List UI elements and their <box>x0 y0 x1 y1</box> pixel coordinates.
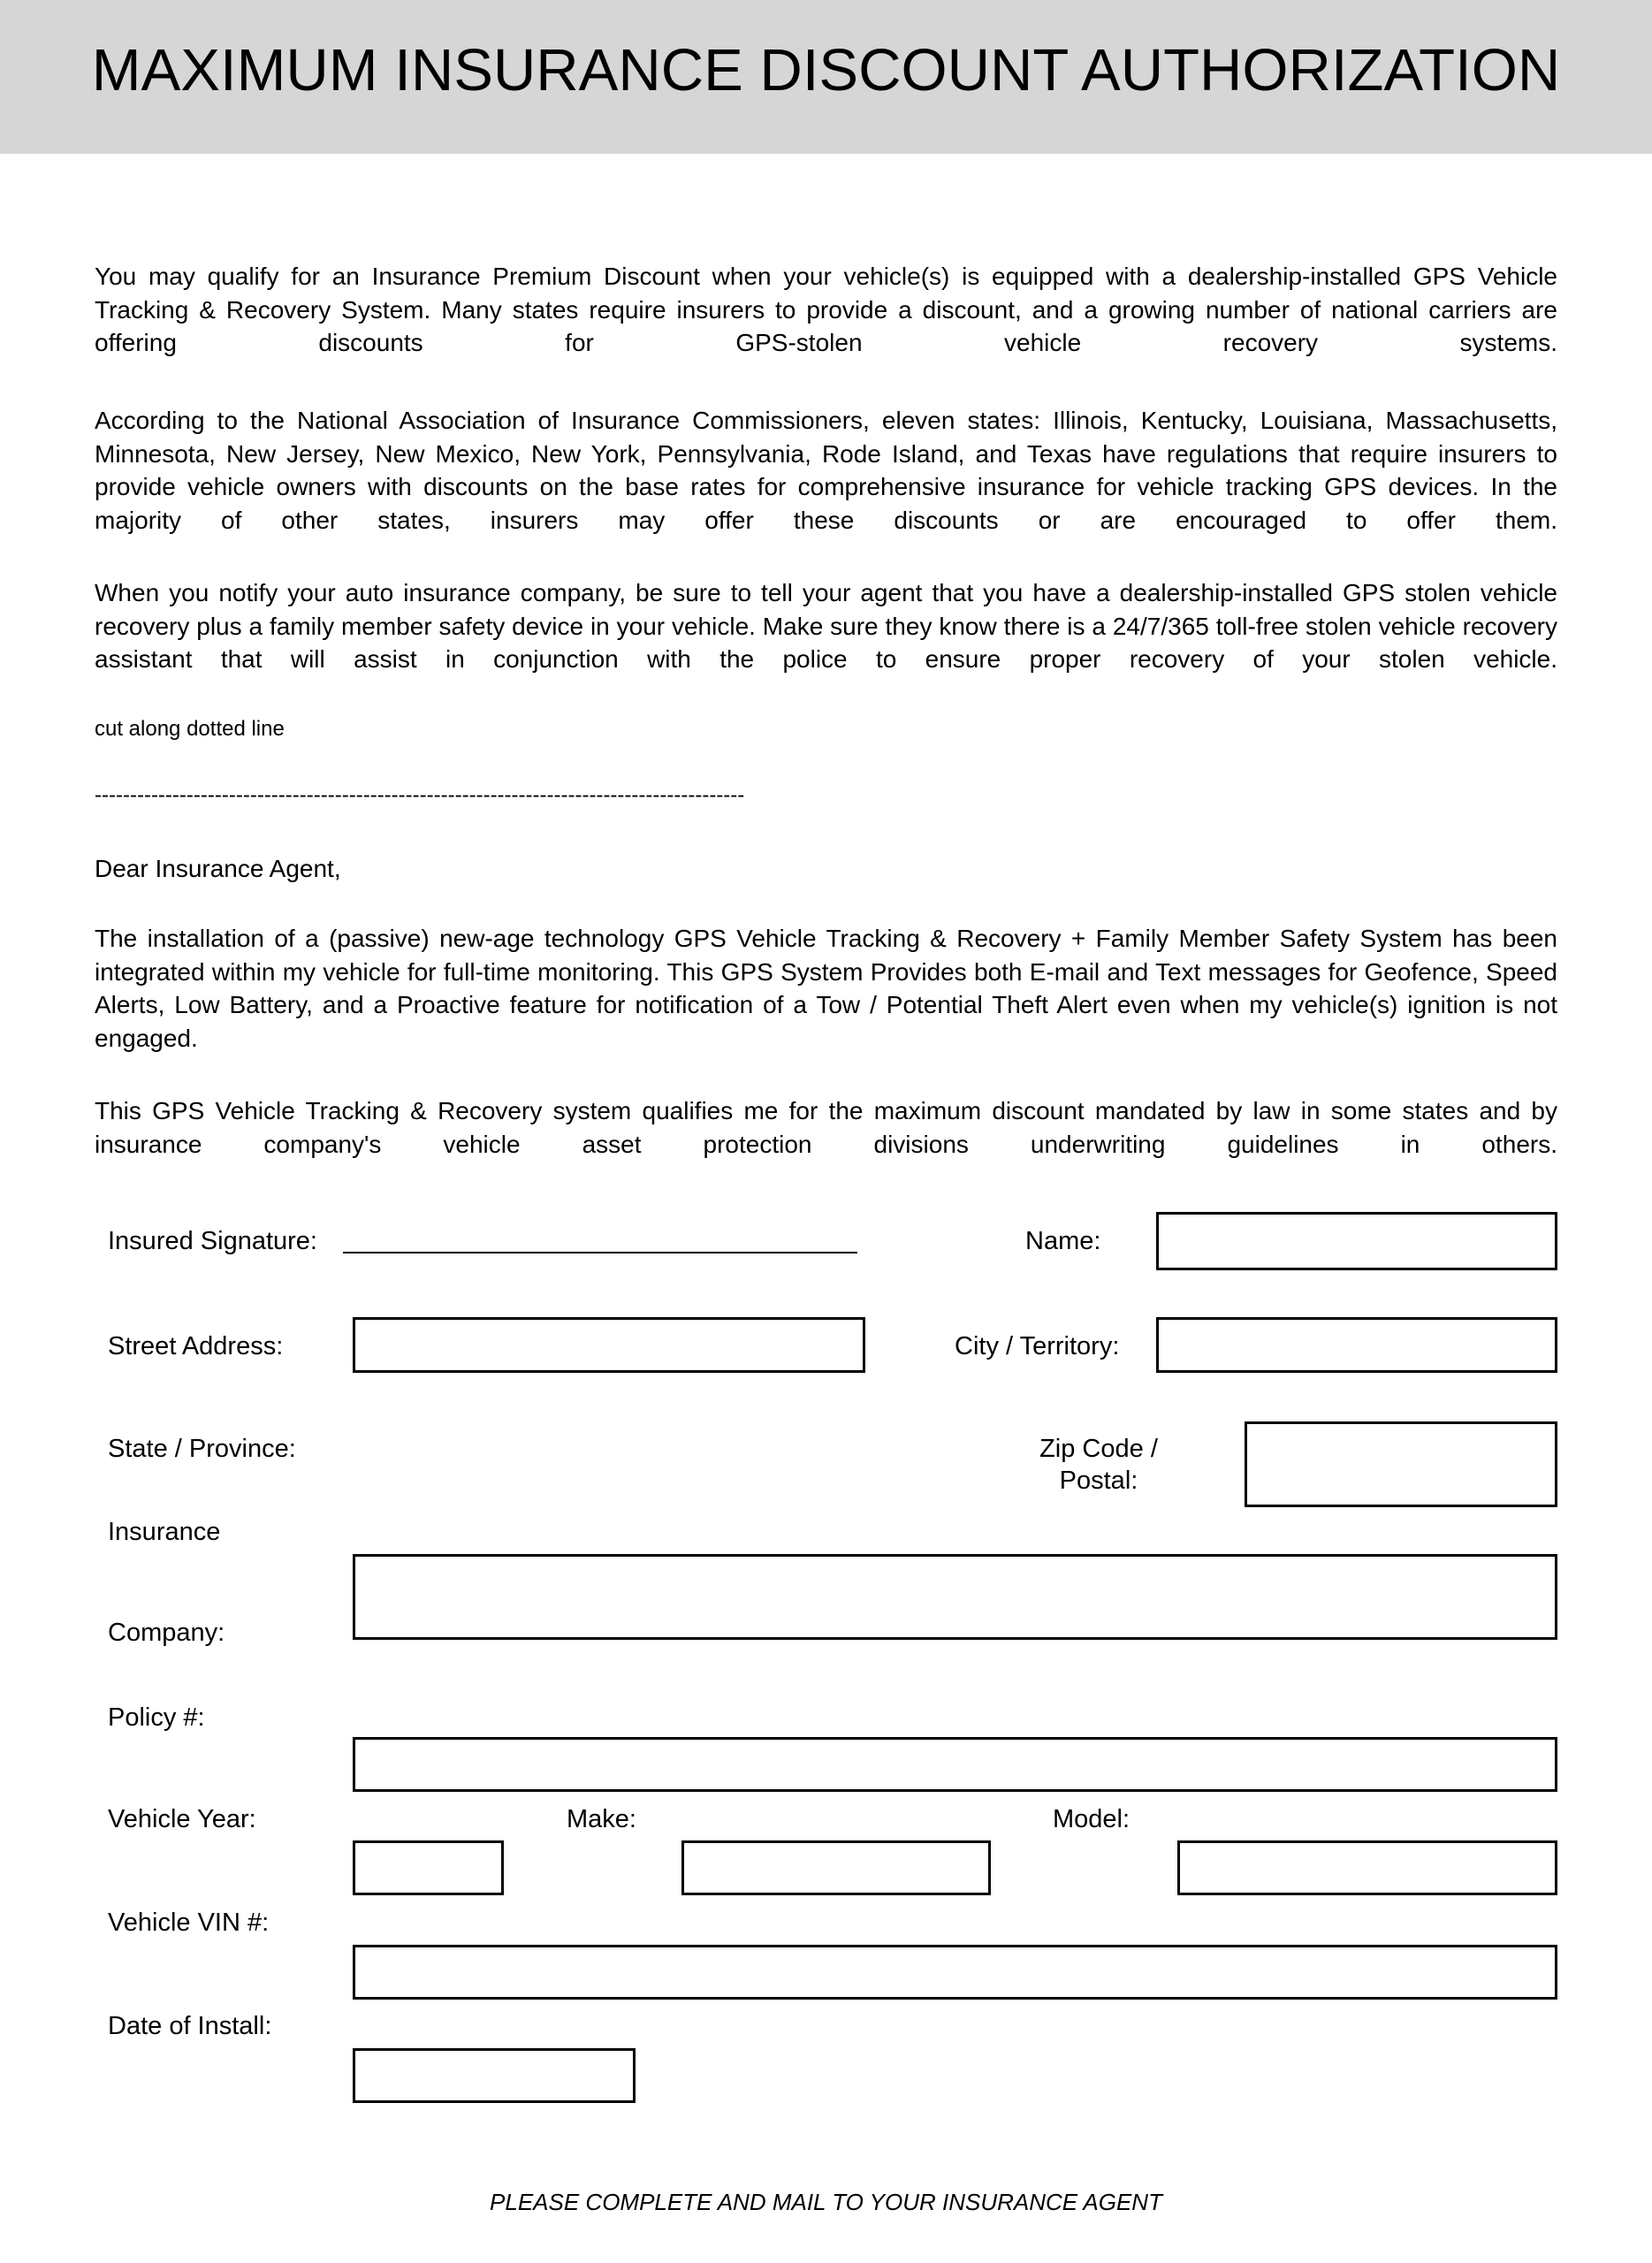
letter-paragraph-2: This GPS Vehicle Tracking & Recovery system qualifies me for the maximum discount mandated by law in some states and by insurance company's vehicle asset protection divisions underwriting guidelines in others. <box>95 1097 1557 1158</box>
date-of-install-field[interactable] <box>353 2048 636 2103</box>
date-of-install-label: Date of Install: <box>108 2012 272 2040</box>
policy-label: Policy #: <box>108 1703 205 1732</box>
insurance-company-field[interactable] <box>353 1554 1557 1640</box>
letter-greeting: Dear Insurance Agent, <box>95 855 341 882</box>
signature-line[interactable] <box>343 1252 857 1253</box>
city-territory-field[interactable] <box>1156 1317 1557 1373</box>
insurance-label: Insurance <box>108 1518 221 1546</box>
vehicle-vin-field[interactable] <box>353 1945 1557 2000</box>
cut-instruction: cut along dotted line <box>95 717 285 741</box>
intro-paragraph-1: You may qualify for an Insurance Premium Discount when your vehicle(s) is equipped with a dealership-installed GPS Vehicle Tracking & Recovery System. Many states require insurers to provide a discount, and a growing number of national carriers are offering discounts for GPS-stolen vehicle recovery systems. <box>95 263 1557 356</box>
street-address-field[interactable] <box>353 1317 865 1373</box>
vehicle-vin-label: Vehicle VIN #: <box>108 1909 270 1937</box>
page-title: MAXIMUM INSURANCE DISCOUNT AUTHORIZATION <box>91 37 1561 103</box>
dotted-cut-line: -------------------------------------------------------------------------------------------- <box>95 783 745 807</box>
vehicle-year-field[interactable] <box>353 1840 504 1895</box>
street-address-label: Street Address: <box>108 1332 284 1360</box>
state-province-label: State / Province: <box>108 1435 296 1463</box>
zip-code-label: Zip Code / Postal: <box>1039 1435 1158 1495</box>
intro-paragraph-2: According to the National Association of Insurance Commissioners, eleven states: Illinois, Kentucky, Louisiana, Massachusetts, Minnesota, New Jersey, New Mexico, New York, Pennsylvania, Rode Island, and Texas have regulations that require insurers to provide vehicle owners with discounts on the base rates for comprehensive insurance for vehicle tracking GPS devices. In the majority of other states, insurers may offer these discounts or are encouraged to offer them. <box>95 407 1557 534</box>
make-label: Make: <box>567 1805 636 1833</box>
model-field[interactable] <box>1177 1840 1557 1895</box>
model-label: Model: <box>1053 1805 1131 1833</box>
letter-paragraph-1: The installation of a (passive) new-age technology GPS Vehicle Tracking & Recovery + Family Member Safety System has been integrated within my vehicle for full-time monitoring. This GPS System Provides both E-mail and Text messages for Geofence, Speed Alerts, Low Battery, and a Proactive feature for notification of a Tow / Potential Theft Alert even when my vehicle(s) ignition is not engaged. <box>95 925 1557 1052</box>
intro-paragraph-3: When you notify your auto insurance company, be sure to tell your agent that you have a dealership-installed GPS stolen vehicle recovery plus a family member safety device in your vehicle. Make sure they know there is a 24/7/365 toll-free stolen vehicle recovery assistant that will assist in conjunction with the police to ensure proper recovery of your stolen vehicle. <box>95 579 1557 673</box>
company-label: Company: <box>108 1619 225 1647</box>
insured-signature-label: Insured Signature: <box>108 1227 317 1255</box>
city-territory-label: City / Territory: <box>955 1332 1120 1360</box>
zip-code-field[interactable] <box>1245 1421 1557 1507</box>
name-field[interactable] <box>1156 1212 1557 1270</box>
name-label: Name: <box>1025 1227 1101 1255</box>
footer-note: PLEASE COMPLETE AND MAIL TO YOUR INSURANCE AGENT <box>490 2189 1162 2215</box>
header-banner <box>0 0 1652 154</box>
policy-field[interactable] <box>353 1737 1557 1792</box>
vehicle-year-label: Vehicle Year: <box>108 1805 256 1833</box>
make-field[interactable] <box>681 1840 991 1895</box>
